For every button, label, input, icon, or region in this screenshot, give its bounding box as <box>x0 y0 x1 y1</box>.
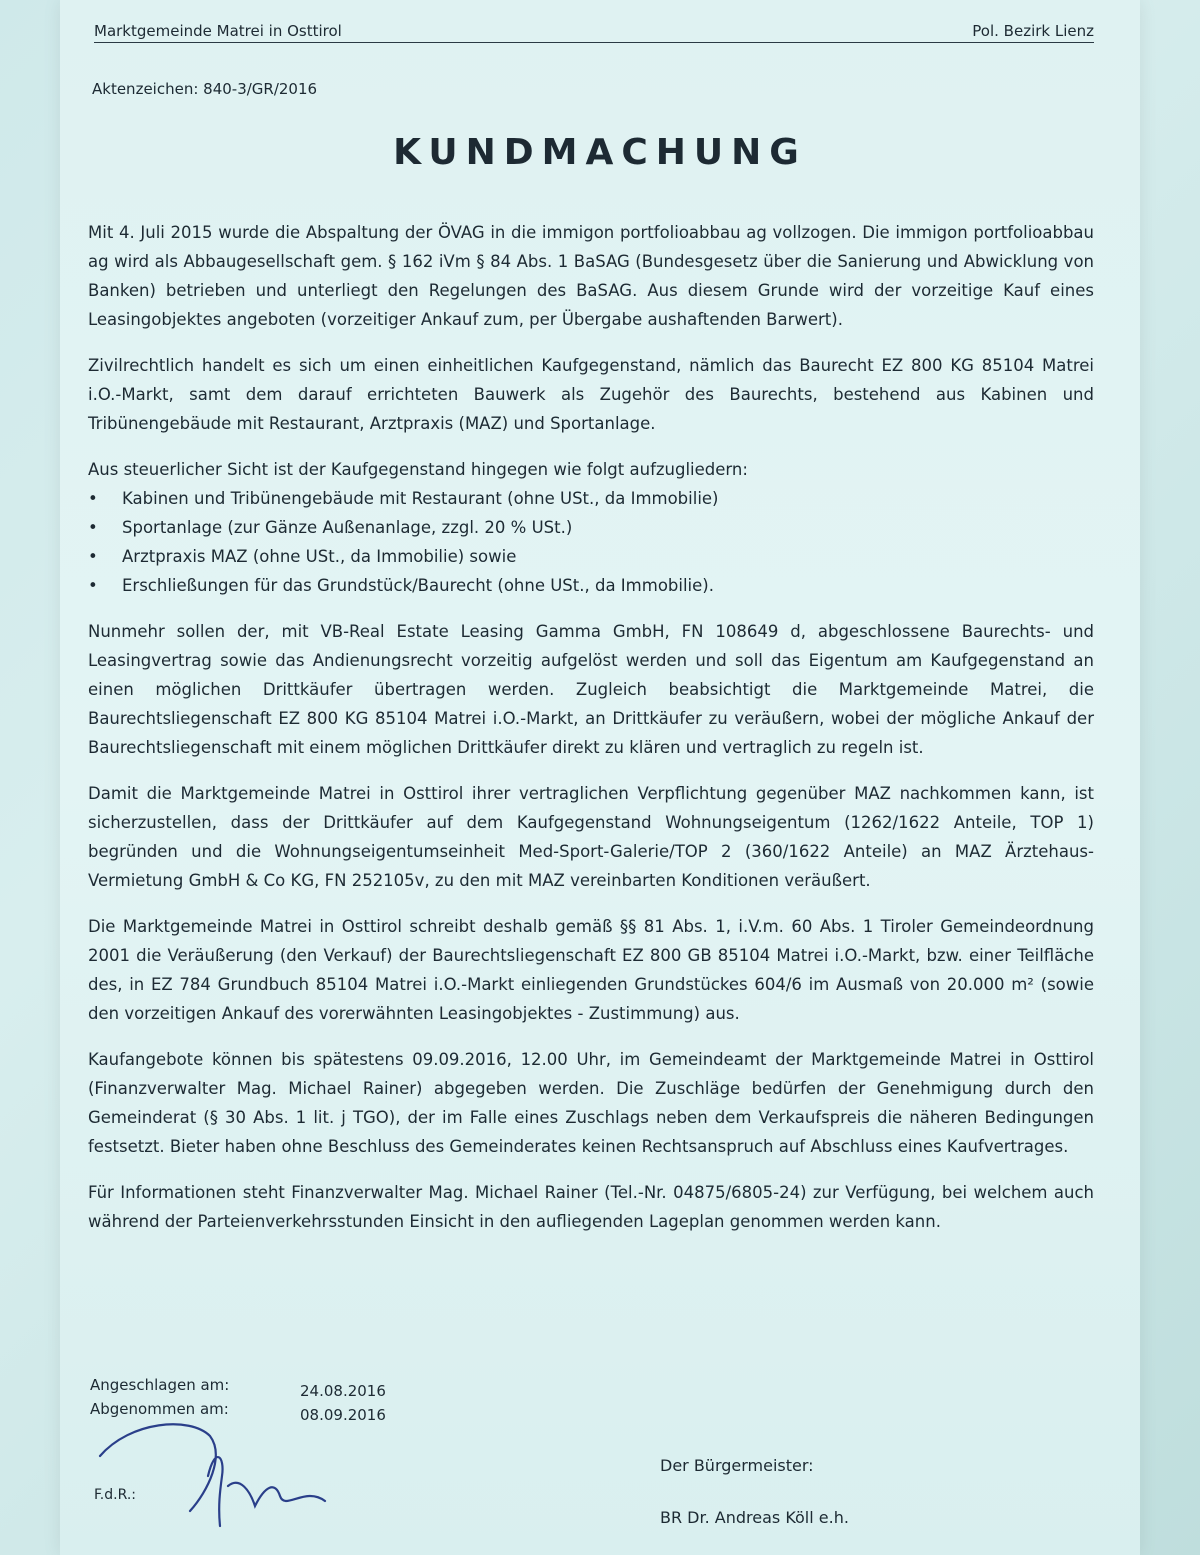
signature-mark <box>90 1416 350 1536</box>
paragraph: Nunmehr sollen der, mit VB-Real Estate Leasing Gamma GmbH, FN 108649 d, abgeschlossene Baurechts- und Leasingvertrag sowie das Andienungsrecht vorzeitig aufgelöst werden und soll das Eigentum am Kaufgegenstand an einen möglichen Drittkäufer übertragen werden. Zugleich beabsichtigt die Marktgemeinde Matrei, die Baurechtsliegenschaft EZ 800 KG 85104 Matrei i.O.-Markt, an Drittkäufer zu veräußern, wobei der mögliche Ankauf der Baurechtsliegenschaft mit einem möglichen Drittkäufer direkt zu klären und vertraglich zu regeln ist. <box>88 622 1094 757</box>
tax-breakdown-list <box>88 484 1094 600</box>
mayor-name: BR Dr. Andreas Köll e.h. <box>660 1508 849 1527</box>
list-item: • Arztpraxis MAZ (ohne USt., da Immobilie) sowie <box>88 542 1094 571</box>
paragraph: Kaufangebote können bis spätestens 09.09.2016, 12.00 Uhr, im Gemeindeamt der Marktgemeinde Matrei in Osttirol (Finanzverwalter Mag. Michael Rainer) abgegeben werden. Die Zuschläge bedürfen der Genehmigung durch den Gemeinderat (§ 30 Abs. 1 lit. j TGO), der im Falle eines Zuschlags neben dem Verkaufspreis die näheren Bedingungen festsetzt. Bieter haben ohne Beschluss des Gemeinderates keinen Rechtsanspruch auf Abschluss eines Kaufvertrages. <box>88 1050 1094 1156</box>
paragraph: Mit 4. Juli 2015 wurde die Abspaltung der ÖVAG in die immigon portfolioabbau ag vollzogen. Die immigon portfolioabbau ag wird als Abbaugesellschaft gem. § 162 iVm § 84 Abs. 1 BaSAG (Bundesgesetz über die Sanierung und Abwicklung von Banken) betrieben und unterliegt den Regelungen des BaSAG. Aus diesem Grunde wird der vorzeitige Kauf eines Leasingobjektes angeboten (vorzeitiger Ankauf zum, per Übergabe aushaftenden Barwert). <box>88 223 1094 329</box>
list-item: • Kabinen und Tribünengebäude mit Restaurant (ohne USt., da Immobilie) <box>88 484 1094 513</box>
document-title: KUNDMACHUNG <box>393 132 807 173</box>
paragraph: Aus steuerlicher Sicht ist der Kaufgegenstand hingegen wie folgt aufzugliedern: <box>88 460 748 479</box>
paragraph: Die Marktgemeinde Matrei in Osttirol schreibt deshalb gemäß §§ 81 Abs. 1, i.V.m. 60 Abs. 1 Tiroler Gemeindeordnung 2001 die Veräußerung (den Verkauf) der Baurechtsliegenschaft EZ 800 GB 85104 Matrei i.O.-Markt, bzw. einer Teilfläche des, in EZ 784 Grundbuch 85104 Matrei i.O.-Markt einliegenden Grundstückes 604/6 im Ausmaß von 20.000 m² (sowie den vorzeitigen Ankauf des vorerwähnten Leasingobjektes - Zustimmung) aus. <box>88 917 1094 1023</box>
paragraph: Damit die Marktgemeinde Matrei in Osttirol ihrer vertraglichen Verpflichtung gegenüber MAZ nachkommen kann, ist sicherzustellen, dass der Drittkäufer auf dem Kaufgegenstand Wohnungseigentum (1262/1622 Anteile, TOP 1) begründen und die Wohnungseigentumseinheit Med-Sport-Galerie/TOP 2 (360/1622 Anteile) an MAZ Ärztehaus-Vermietung GmbH & Co KG, FN 252105v, zu den mit MAZ vereinbarten Konditionen veräußert. <box>88 784 1094 890</box>
list-item: • Erschließungen für das Grundstück/Baurecht (ohne USt., da Immobilie). <box>88 571 1094 600</box>
reference-number: Aktenzeichen: 840-3/GR/2016 <box>92 80 318 98</box>
municipality-name: Marktgemeinde Matrei in Osttirol <box>94 22 342 40</box>
letterhead <box>94 20 1094 43</box>
mayor-title: Der Bürgermeister: <box>660 1456 814 1475</box>
district-name: Pol. Bezirk Lienz <box>972 22 1094 40</box>
document-body <box>88 218 1094 1253</box>
paragraph: Zivilrechtlich handelt es sich um einen einheitlichen Kaufgegenstand, nämlich das Baurecht EZ 800 KG 85104 Matrei i.O.-Markt, samt dem darauf errichteten Bauwerk als Zugehör des Baurechts, bestehend aus Kabinen und Tribünengebäude mit Restaurant, Arztpraxis (MAZ) und Sportanlage. <box>88 356 1094 433</box>
posted-date: 24.08.2016 <box>300 1382 386 1400</box>
paragraph: Für Informationen steht Finanzverwalter Mag. Michael Rainer (Tel.-Nr. 04875/6805-24) zur Verfügung, bei welchem auch während der Parteienverkehrsstunden Einsicht in den aufliegenden Lageplan genommen werden kann. <box>88 1183 1094 1231</box>
fdr-label: F.d.R.: <box>94 1487 136 1503</box>
removed-label: Abgenommen am: <box>90 1400 229 1418</box>
posted-label: Angeschlagen am: <box>90 1376 230 1394</box>
removed-date: 08.09.2016 <box>300 1406 386 1424</box>
list-item: • Sportanlage (zur Gänze Außenanlage, zzgl. 20 % USt.) <box>88 513 1094 542</box>
